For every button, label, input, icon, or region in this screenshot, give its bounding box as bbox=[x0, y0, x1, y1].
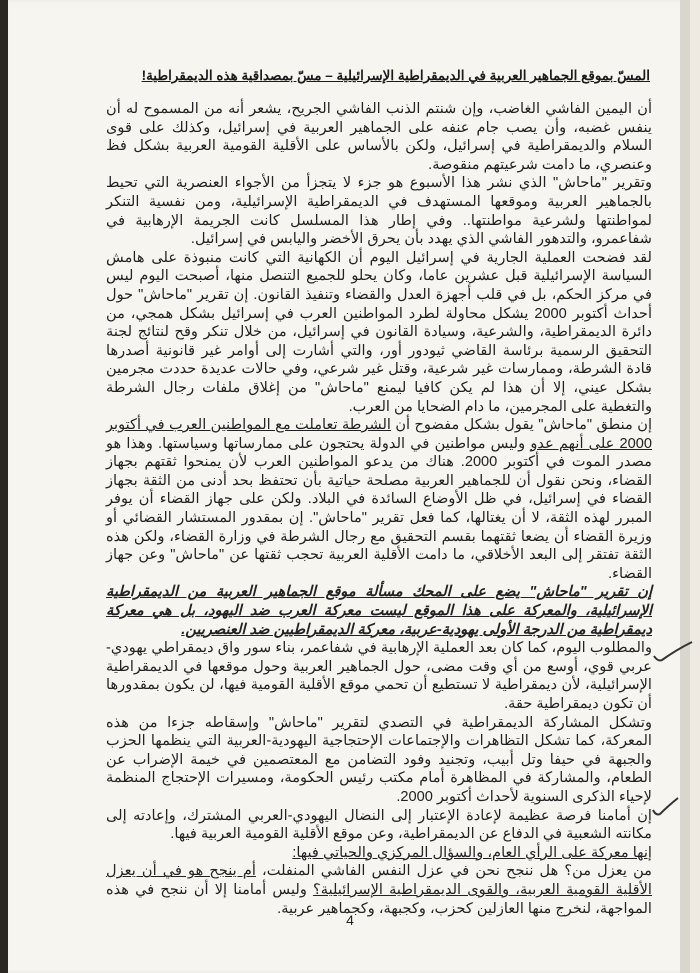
text-segment: إن تقرير "ماحاش" يضع على المحك مسألة موقع الجماهير العربية من الديمقراطية الإسرائيلية، والمعركة على هذا الموقع ليست معركة العرب ضد اليهود، bbox=[106, 584, 653, 620]
scan-edge-right bbox=[680, 0, 690, 973]
paragraph: لقد فضحت العملية الجارية في إسرائيل اليوم أن الكهانية التي كانت منبوذة على هامش السياسة الإسرائيلية قبل عشرين عاما، وكان يحلو للجميع التنصل منها، أصبحت اليوم ليس في مركز الحكم، بل في قلب أجهزة العدل والقضاء وتنفيذ القانون. إن تقرير "ماحاش" حول أحداث أكتوبر 2000 يشكل محاولة لطرد المواطنين العرب في إسرائيل بشكل همجي، من دائرة الديمقراطية، والشرعية، وسيادة القانون في إسرائيل، من خلال تنكر وقح لنتائج لجنة التحقيق الرسمية برئاسة القاضي ثيودور أور، والتي أشارت إلى أوامر غير قانونية أصدرها قادة الشرطة، وممارسات غير شرعية، وقتل غير شرعي، وفي حالات عديدة حددت مجرمين بشكل عيني، إلا أن هذا لم يكن كافيا ليمنع "ماحاش" من إغلاق ملفات رجال الشرطة والتغطية على المجرمين، ما دام الضحايا من العرب. bbox=[106, 249, 652, 415]
page-title: المسّ بموقع الجماهير العربية في الديمقراطية الإسرائيلية – مسّ بمصداقية هذه الديمقراطية! bbox=[141, 68, 650, 83]
text-segment: وليس أمامنا إلا أن ننجح في هذه المواجهة، لنخرج منها العازلين كحزب، وكجبهة، وكجماهير عربية. bbox=[106, 881, 652, 917]
paragraph: أن اليمين الفاشي الغاضب، وإن شنتم الذنب الفاشي الجريح، يشعر أنه من المسموح له أن ينفس غضبه، وأن يصب جام عنفه على الجماهير العربية في إسرائيل، وكذلك على قوى السلام والديمقراطية في إسرائيل، ولكن بالأساس على الأقلية القومية العربية بشكل فظ وعنصري، ما دامت شرعيتهم منقوصة. bbox=[106, 101, 652, 173]
handwritten-check-mark bbox=[650, 640, 694, 664]
underlined-text: أم ينجح هو في أن يعزل الأقلية القومية العربية، والقوى الديمقراطية الإسرائيلية؟ bbox=[106, 863, 652, 898]
page-number: 4 bbox=[346, 912, 354, 928]
text-segment: إن منطق "ماحاش" يقول بشكل مفضوح أن bbox=[390, 417, 652, 434]
paragraph: والمطلوب اليوم، كما كان بعد العملية الإرهابية في شفاعمر، بناء سور واق ديمقراطي يهودي-عربي قوي، أوسع من أي وقت مضى، حول الجماهير العربية وحول موقعها في الديمقراطية الإسرائيلية، لأن ديمقراطية لا تستطيع أن تحمي موقع الأقلية القومية فيها، لن يكون بمقدورها أن تكون ديمقراطية حقة. bbox=[106, 640, 652, 712]
paragraph: وتشكل المشاركة الديمقراطية في التصدي لتقرير "ماحاش" وإسقاطه جزءا من هذه المعركة، كما تشكل التظاهرات والإجتماعات الإحتجاجية اليهودية-العربية التي ينظمها الحزب والجبهة في حيفا وتل أبيب، وتجنيد وفود التضامن مع المعتصمين في خيمة الإضراب عن الطعام، والمشاركة في المظاهرة أمام مكتب رئيس الحكومة، ومسيرات الإحتجاج المنظمة لإحياء الذكرى السنوية لأحداث أكتوبر 2000. bbox=[106, 714, 652, 805]
emphasized-paragraph bbox=[106, 583, 652, 639]
handwritten-check-mark bbox=[650, 796, 680, 820]
paragraph: إنها معركة على الرأي العام، والسؤال المركزي والحياتي فيها: bbox=[292, 844, 652, 861]
paragraph: إن أمامنا فرصة عظيمة لإعادة الإعتبار إلى النضال اليهودي-العربي المشترك، وإعادته إلى مكانته الشعبية في الدفاع عن الديمقراطية، وعن موقع الأقلية القومية العربية فيها. bbox=[106, 807, 652, 843]
text-segment: من يعزل من؟ هل ننجح نحن في عزل النفس الفاشي المنفلت، bbox=[255, 863, 652, 880]
text-segment: وليس مواطنين في الدولة يحتجون على ممارساتها وسياستها. وهذا هو مصدر الموت في أكتوبر 2000. هناك من يدعو المواطنين العرب لأن يمنحوا ثقتهم بجهاز القضاء، ونحن نقول أن للجماهير العربية مصلحة حياتية بأن تحتفظ بحد أدنى من الثقة بجهاز القضاء في إسرائيل، في ظل الأوضاع السائدة في البلاد. ولكن على جهاز القضاء أن يوفر المبرر لهذه الثقة، لا أن يغتالها، كما فعل تقرير "ماحاش". إن بمقدور المستشار القضائي أو وزيرة القضاء أن يضعا ثقتهما بقسم التحقيق مع رجال الشرطة في وزارة القضاء، ولكن هذه الثقة تفتقر إلى البعد الأخلاقي، ما دامت الأقلية العربية تحجب ثقتها عن "ماحاش" وعن جهاز القضاء. bbox=[106, 435, 652, 582]
article-body bbox=[106, 100, 652, 918]
underlined-text: بل هي معركة ديمقراطية من الدرجة الأولى يهودية-عربية، معركة الديمقراطيين ضد العنصريين. bbox=[106, 603, 652, 638]
underlined-text: الشرطة تعاملت مع المواطنين العرب في أكتوبر 2000 على أنهم عدو bbox=[106, 417, 653, 452]
paragraph bbox=[106, 416, 652, 583]
scan-edge-left bbox=[0, 0, 8, 973]
paragraph: وتقرير "ماحاش" الذي نشر هذا الأسبوع هو جزء لا يتجزأ من الأجواء العنصرية التي تحيط بالجماهير العربية وموقعها المستهدف في الديمقراطية الإسرائيلية، ومن نفسية التنكر لمواطنتها ولشرعية مواطنتها.. وفي إطار هذا المسلسل كانت الجريمة الإرهابية في شفاعمرو، والتدهور الفاشي الذي يهدد بأن يحرق الأخضر واليابس في إسرائيل. bbox=[106, 175, 652, 248]
paragraph bbox=[106, 862, 652, 918]
